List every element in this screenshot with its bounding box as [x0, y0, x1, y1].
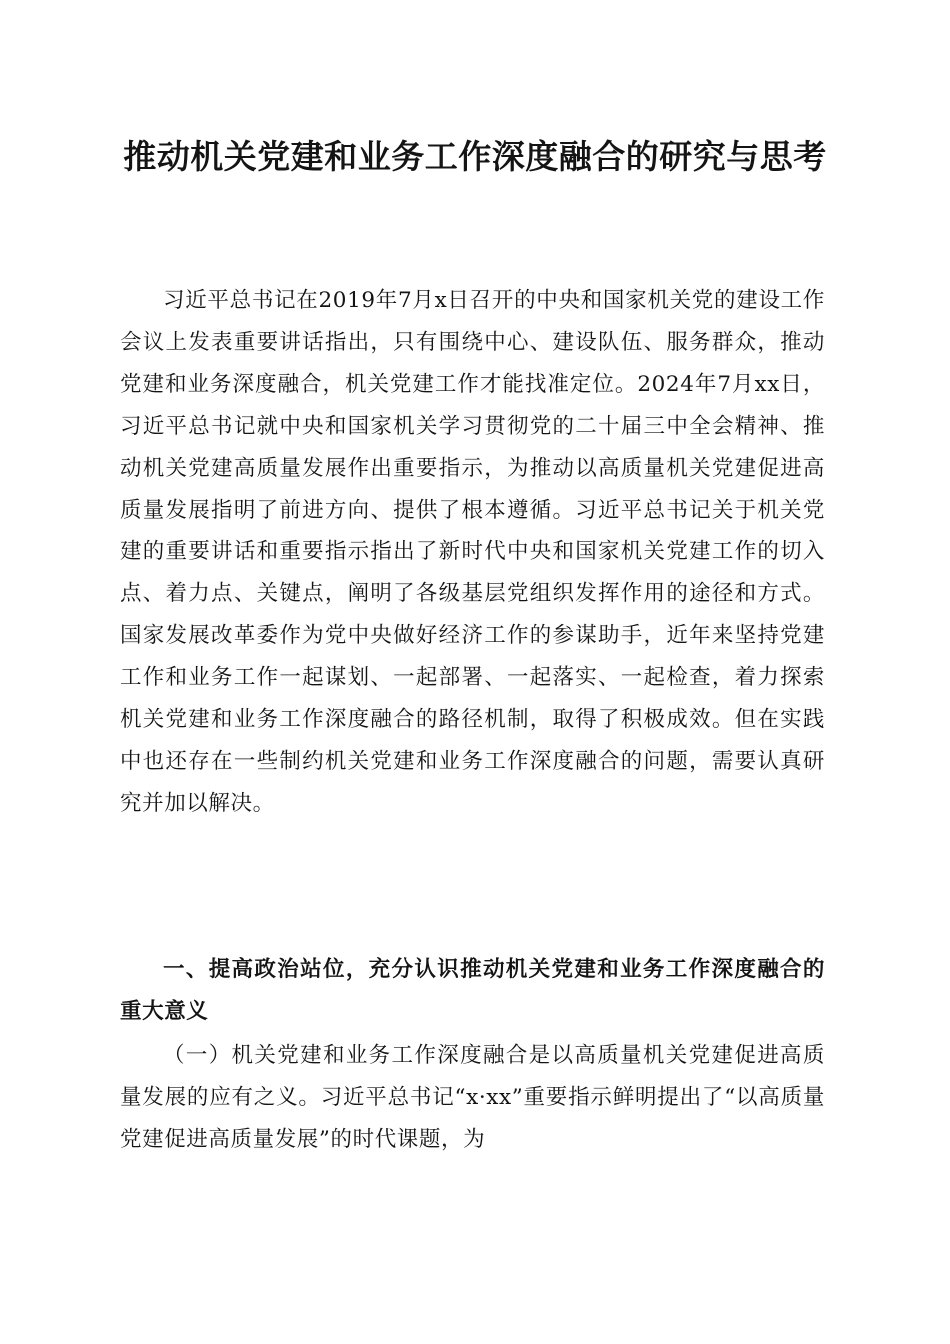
section-heading-1: 一、提高政治站位，充分认识推动机关党建和业务工作深度融合的重大意义	[120, 957, 825, 1024]
document-title: 推动机关党建和业务工作深度融合的研究与思考	[123, 137, 827, 176]
section-paragraph-1: （一）机关党建和业务工作深度融合是以高质量机关党建促进高质量发展的应有之义。习近平总书记“x·xx”重要指示鲜明提出了“以高质量党建促进高质量发展”的时代课题，为	[120, 1043, 825, 1152]
intro-paragraph: 习近平总书记在2019年7月x日召开的中央和国家机关党的建设工作会议上发表重要讲话指出，只有围绕中心、建设队伍、服务群众，推动党建和业务深度融合，机关党建工作才能找准定位。2024年7月xx日，习近平总书记就中央和国家机关学习贯彻党的二十届三中全会精神、推动机关党建高质量发展作出重要指示，为推动以高质量机关党建促进高质量发展指明了前进方向、提供了根本遵循。习近平总书记关于机关党建的重要讲话和重要指示指出了新时代中央和国家机关党建工作的切入点、着力点、关键点，阐明了各级基层党组织发挥作用的途径和方式。国家发展改革委作为党中央做好经济工作的参谋助手，近年来坚持党建工作和业务工作一起谋划、一起部署、一起落实、一起检查，着力探索机关党建和业务工作深度融合的路径机制，取得了积极成效。但在实践中也还存在一些制约机关党建和业务工作深度融合的问题，需要认真研究并加以解决。	[120, 288, 825, 816]
